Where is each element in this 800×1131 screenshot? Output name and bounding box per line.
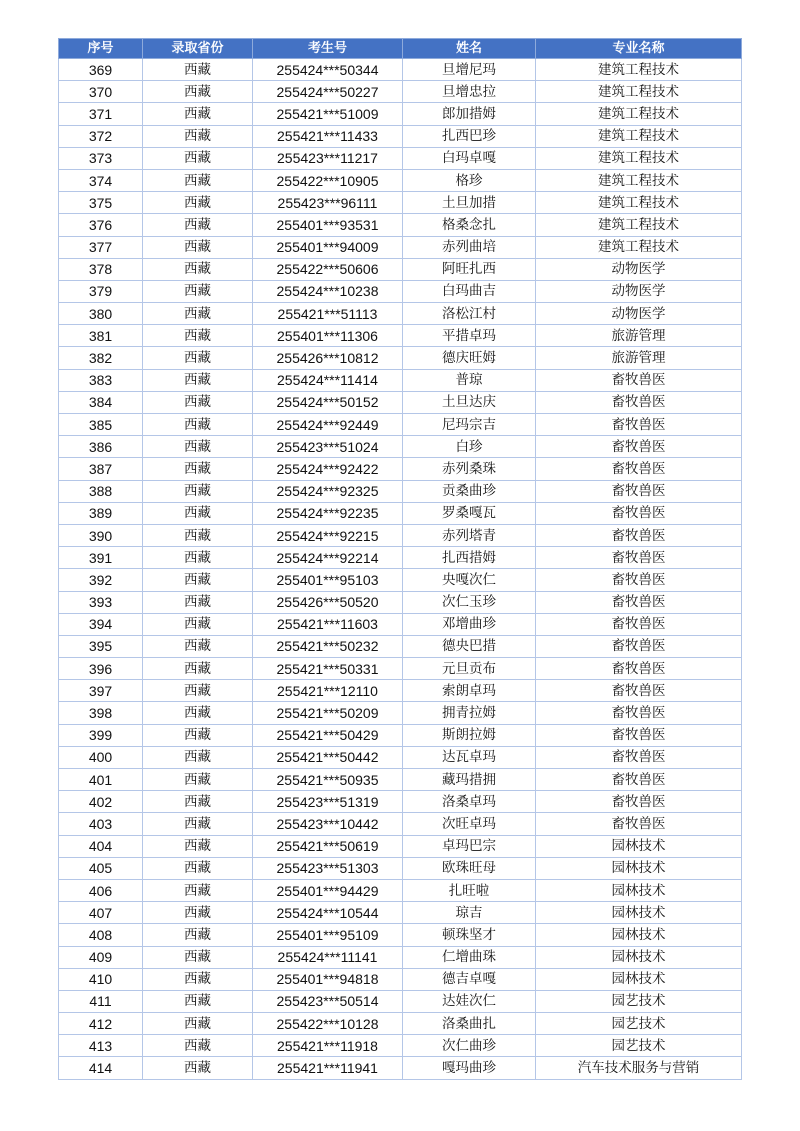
province-cell: 西藏 [143,902,253,924]
major-cell: 畜牧兽医 [536,746,742,768]
candidate-number-cell: 255424***92215 [253,524,403,546]
serial-number-cell: 372 [59,125,143,147]
major-cell: 园林技术 [536,835,742,857]
serial-number-cell: 381 [59,325,143,347]
province-cell: 西藏 [143,658,253,680]
province-cell: 西藏 [143,746,253,768]
candidate-number-cell: 255424***11141 [253,946,403,968]
major-cell: 建筑工程技术 [536,236,742,258]
serial-number-cell: 383 [59,369,143,391]
header-candidate-number: 考生号 [253,39,403,59]
serial-number-cell: 377 [59,236,143,258]
serial-number-cell: 399 [59,724,143,746]
major-cell: 园林技术 [536,879,742,901]
candidate-number-cell: 255423***96111 [253,192,403,214]
major-cell: 建筑工程技术 [536,192,742,214]
table-row [59,280,742,302]
table-row [59,125,742,147]
name-cell: 达娃次仁 [403,990,536,1012]
major-cell: 畜牧兽医 [536,547,742,569]
serial-number-cell: 387 [59,458,143,480]
serial-number-cell: 406 [59,879,143,901]
candidate-number-cell: 255401***94818 [253,968,403,990]
serial-number-cell: 398 [59,702,143,724]
province-cell: 西藏 [143,547,253,569]
header-serial-number: 序号 [59,39,143,59]
major-cell: 建筑工程技术 [536,103,742,125]
province-cell: 西藏 [143,480,253,502]
candidate-number-cell: 255423***51319 [253,791,403,813]
candidate-number-cell: 255423***11217 [253,147,403,169]
major-cell: 畜牧兽医 [536,480,742,502]
name-cell: 索朗卓玛 [403,680,536,702]
table-row [59,857,742,879]
major-cell: 旅游管理 [536,347,742,369]
table-header [59,39,742,59]
province-cell: 西藏 [143,414,253,436]
serial-number-cell: 370 [59,81,143,103]
province-cell: 西藏 [143,280,253,302]
table-row [59,1057,742,1079]
admission-table [58,38,742,1080]
major-cell: 畜牧兽医 [536,391,742,413]
province-cell: 西藏 [143,347,253,369]
province-cell: 西藏 [143,391,253,413]
province-cell: 西藏 [143,879,253,901]
name-cell: 斯朗拉姆 [403,724,536,746]
candidate-number-cell: 255424***10238 [253,280,403,302]
table-row [59,702,742,724]
serial-number-cell: 388 [59,480,143,502]
name-cell: 土旦加措 [403,192,536,214]
candidate-number-cell: 255421***12110 [253,680,403,702]
table-row [59,303,742,325]
candidate-number-cell: 255423***10442 [253,813,403,835]
candidate-number-cell: 255421***50232 [253,635,403,657]
major-cell: 动物医学 [536,303,742,325]
major-cell: 畜牧兽医 [536,569,742,591]
major-cell: 建筑工程技术 [536,125,742,147]
name-cell: 郎加措姆 [403,103,536,125]
table-row [59,835,742,857]
province-cell: 西藏 [143,835,253,857]
province-cell: 西藏 [143,524,253,546]
table-row [59,968,742,990]
major-cell: 汽车技术服务与营销 [536,1057,742,1079]
major-cell: 园林技术 [536,968,742,990]
candidate-number-cell: 255421***50442 [253,746,403,768]
province-cell: 西藏 [143,791,253,813]
major-cell: 建筑工程技术 [536,214,742,236]
province-cell: 西藏 [143,569,253,591]
name-cell: 土旦达庆 [403,391,536,413]
table-row [59,569,742,591]
major-cell: 动物医学 [536,280,742,302]
candidate-number-cell: 255424***50344 [253,59,403,81]
candidate-number-cell: 255421***11918 [253,1035,403,1057]
major-cell: 园艺技术 [536,1013,742,1035]
province-cell: 西藏 [143,1035,253,1057]
name-cell: 赤列曲培 [403,236,536,258]
major-cell: 建筑工程技术 [536,169,742,191]
major-cell: 建筑工程技术 [536,147,742,169]
table-row [59,724,742,746]
name-cell: 德庆旺姆 [403,347,536,369]
header-province: 录取省份 [143,39,253,59]
province-cell: 西藏 [143,81,253,103]
province-cell: 西藏 [143,724,253,746]
table-row [59,59,742,81]
province-cell: 西藏 [143,946,253,968]
table-row [59,103,742,125]
major-cell: 畜牧兽医 [536,524,742,546]
table-row [59,902,742,924]
serial-number-cell: 390 [59,524,143,546]
candidate-number-cell: 255421***50331 [253,658,403,680]
serial-number-cell: 391 [59,547,143,569]
name-cell: 邓增曲珍 [403,613,536,635]
candidate-number-cell: 255424***92449 [253,414,403,436]
serial-number-cell: 395 [59,635,143,657]
province-cell: 西藏 [143,857,253,879]
serial-number-cell: 396 [59,658,143,680]
province-cell: 西藏 [143,990,253,1012]
serial-number-cell: 376 [59,214,143,236]
serial-number-cell: 371 [59,103,143,125]
table-row [59,369,742,391]
major-cell: 畜牧兽医 [536,613,742,635]
serial-number-cell: 392 [59,569,143,591]
table-row [59,658,742,680]
major-cell: 畜牧兽医 [536,436,742,458]
major-cell: 畜牧兽医 [536,502,742,524]
candidate-number-cell: 255424***50152 [253,391,403,413]
major-cell: 畜牧兽医 [536,702,742,724]
serial-number-cell: 369 [59,59,143,81]
table-row [59,347,742,369]
candidate-number-cell: 255424***92235 [253,502,403,524]
table-row [59,436,742,458]
major-cell: 畜牧兽医 [536,769,742,791]
candidate-number-cell: 255423***51303 [253,857,403,879]
candidate-number-cell: 255421***50429 [253,724,403,746]
candidate-number-cell: 255401***93531 [253,214,403,236]
table-row [59,591,742,613]
major-cell: 畜牧兽医 [536,658,742,680]
serial-number-cell: 412 [59,1013,143,1035]
name-cell: 旦增忠拉 [403,81,536,103]
serial-number-cell: 379 [59,280,143,302]
candidate-number-cell: 255424***92422 [253,458,403,480]
name-cell: 扎西巴珍 [403,125,536,147]
name-cell: 白玛卓嘎 [403,147,536,169]
serial-number-cell: 393 [59,591,143,613]
table-row [59,813,742,835]
major-cell: 园林技术 [536,924,742,946]
province-cell: 西藏 [143,125,253,147]
name-cell: 白珍 [403,436,536,458]
table-row [59,879,742,901]
table-row [59,414,742,436]
name-cell: 藏玛措拥 [403,769,536,791]
serial-number-cell: 380 [59,303,143,325]
candidate-number-cell: 255422***10905 [253,169,403,191]
candidate-number-cell: 255401***94429 [253,879,403,901]
name-cell: 次仁曲珍 [403,1035,536,1057]
province-cell: 西藏 [143,635,253,657]
province-cell: 西藏 [143,192,253,214]
name-cell: 卓玛巴宗 [403,835,536,857]
table-body [59,59,742,1080]
candidate-number-cell: 255424***92214 [253,547,403,569]
table-row [59,325,742,347]
table-row [59,502,742,524]
province-cell: 西藏 [143,680,253,702]
table-row [59,258,742,280]
major-cell: 畜牧兽医 [536,369,742,391]
province-cell: 西藏 [143,303,253,325]
serial-number-cell: 401 [59,769,143,791]
province-cell: 西藏 [143,1013,253,1035]
name-cell: 普琼 [403,369,536,391]
candidate-number-cell: 255423***50514 [253,990,403,1012]
table-row [59,147,742,169]
serial-number-cell: 385 [59,414,143,436]
name-cell: 达瓦卓玛 [403,746,536,768]
candidate-number-cell: 255424***92325 [253,480,403,502]
name-cell: 旦增尼玛 [403,59,536,81]
province-cell: 西藏 [143,214,253,236]
table-row [59,791,742,813]
table-row [59,769,742,791]
serial-number-cell: 403 [59,813,143,835]
candidate-number-cell: 255422***50606 [253,258,403,280]
name-cell: 赤列塔青 [403,524,536,546]
major-cell: 畜牧兽医 [536,813,742,835]
name-cell: 洛桑曲扎 [403,1013,536,1035]
province-cell: 西藏 [143,769,253,791]
name-cell: 德吉卓嘎 [403,968,536,990]
name-cell: 白玛曲吉 [403,280,536,302]
candidate-number-cell: 255424***11414 [253,369,403,391]
table-row [59,613,742,635]
candidate-number-cell: 255424***10544 [253,902,403,924]
province-cell: 西藏 [143,702,253,724]
table-row [59,1013,742,1035]
name-cell: 格桑念扎 [403,214,536,236]
province-cell: 西藏 [143,103,253,125]
major-cell: 园艺技术 [536,990,742,1012]
table-row [59,547,742,569]
serial-number-cell: 411 [59,990,143,1012]
table-row [59,524,742,546]
serial-number-cell: 405 [59,857,143,879]
major-cell: 畜牧兽医 [536,635,742,657]
major-cell: 畜牧兽医 [536,414,742,436]
candidate-number-cell: 255421***11603 [253,613,403,635]
table-row [59,480,742,502]
table-row [59,990,742,1012]
name-cell: 拥青拉姆 [403,702,536,724]
province-cell: 西藏 [143,258,253,280]
province-cell: 西藏 [143,147,253,169]
candidate-number-cell: 255424***50227 [253,81,403,103]
serial-number-cell: 386 [59,436,143,458]
name-cell: 德央巴措 [403,635,536,657]
serial-number-cell: 378 [59,258,143,280]
name-cell: 央嘎次仁 [403,569,536,591]
name-cell: 平措卓玛 [403,325,536,347]
major-cell: 园林技术 [536,902,742,924]
table-row [59,458,742,480]
serial-number-cell: 408 [59,924,143,946]
candidate-number-cell: 255426***50520 [253,591,403,613]
name-cell: 顿珠坚才 [403,924,536,946]
name-cell: 欧珠旺母 [403,857,536,879]
province-cell: 西藏 [143,502,253,524]
serial-number-cell: 414 [59,1057,143,1079]
serial-number-cell: 409 [59,946,143,968]
major-cell: 园林技术 [536,946,742,968]
table-row [59,192,742,214]
province-cell: 西藏 [143,325,253,347]
province-cell: 西藏 [143,924,253,946]
header-major: 专业名称 [536,39,742,59]
province-cell: 西藏 [143,591,253,613]
table-row [59,236,742,258]
name-cell: 扎旺啦 [403,879,536,901]
candidate-number-cell: 255401***94009 [253,236,403,258]
serial-number-cell: 410 [59,968,143,990]
major-cell: 建筑工程技术 [536,59,742,81]
major-cell: 旅游管理 [536,325,742,347]
province-cell: 西藏 [143,813,253,835]
table-row [59,169,742,191]
name-cell: 格珍 [403,169,536,191]
name-cell: 罗桑嘎瓦 [403,502,536,524]
name-cell: 次仁玉珍 [403,591,536,613]
table-row [59,924,742,946]
serial-number-cell: 373 [59,147,143,169]
name-cell: 元旦贡布 [403,658,536,680]
major-cell: 动物医学 [536,258,742,280]
table-row [59,680,742,702]
candidate-number-cell: 255422***10128 [253,1013,403,1035]
name-cell: 仁增曲珠 [403,946,536,968]
header-name: 姓名 [403,39,536,59]
major-cell: 园艺技术 [536,1035,742,1057]
candidate-number-cell: 255401***11306 [253,325,403,347]
name-cell: 琼吉 [403,902,536,924]
province-cell: 西藏 [143,436,253,458]
header-row [59,39,742,59]
candidate-number-cell: 255421***50935 [253,769,403,791]
serial-number-cell: 384 [59,391,143,413]
major-cell: 畜牧兽医 [536,680,742,702]
province-cell: 西藏 [143,458,253,480]
serial-number-cell: 382 [59,347,143,369]
serial-number-cell: 397 [59,680,143,702]
candidate-number-cell: 255421***50209 [253,702,403,724]
candidate-number-cell: 255421***51113 [253,303,403,325]
candidate-number-cell: 255421***51009 [253,103,403,125]
serial-number-cell: 389 [59,502,143,524]
table-row [59,946,742,968]
major-cell: 建筑工程技术 [536,81,742,103]
name-cell: 洛桑卓玛 [403,791,536,813]
candidate-number-cell: 255423***51024 [253,436,403,458]
province-cell: 西藏 [143,369,253,391]
serial-number-cell: 374 [59,169,143,191]
province-cell: 西藏 [143,968,253,990]
major-cell: 畜牧兽医 [536,458,742,480]
name-cell: 扎西措姆 [403,547,536,569]
name-cell: 次旺卓玛 [403,813,536,835]
province-cell: 西藏 [143,59,253,81]
table-row [59,214,742,236]
name-cell: 嘎玛曲珍 [403,1057,536,1079]
province-cell: 西藏 [143,169,253,191]
serial-number-cell: 394 [59,613,143,635]
candidate-number-cell: 255401***95103 [253,569,403,591]
major-cell: 畜牧兽医 [536,591,742,613]
candidate-number-cell: 255421***11433 [253,125,403,147]
serial-number-cell: 413 [59,1035,143,1057]
province-cell: 西藏 [143,1057,253,1079]
province-cell: 西藏 [143,613,253,635]
candidate-number-cell: 255426***10812 [253,347,403,369]
name-cell: 贡桑曲珍 [403,480,536,502]
table-row [59,391,742,413]
province-cell: 西藏 [143,236,253,258]
table-row [59,635,742,657]
name-cell: 阿旺扎西 [403,258,536,280]
major-cell: 畜牧兽医 [536,724,742,746]
serial-number-cell: 407 [59,902,143,924]
name-cell: 赤列桑珠 [403,458,536,480]
candidate-number-cell: 255421***11941 [253,1057,403,1079]
candidate-number-cell: 255421***50619 [253,835,403,857]
name-cell: 尼玛宗吉 [403,414,536,436]
major-cell: 畜牧兽医 [536,791,742,813]
table-row [59,1035,742,1057]
table-row [59,81,742,103]
major-cell: 园林技术 [536,857,742,879]
serial-number-cell: 404 [59,835,143,857]
name-cell: 洛松江村 [403,303,536,325]
table-row [59,746,742,768]
serial-number-cell: 375 [59,192,143,214]
candidate-number-cell: 255401***95109 [253,924,403,946]
serial-number-cell: 402 [59,791,143,813]
serial-number-cell: 400 [59,746,143,768]
